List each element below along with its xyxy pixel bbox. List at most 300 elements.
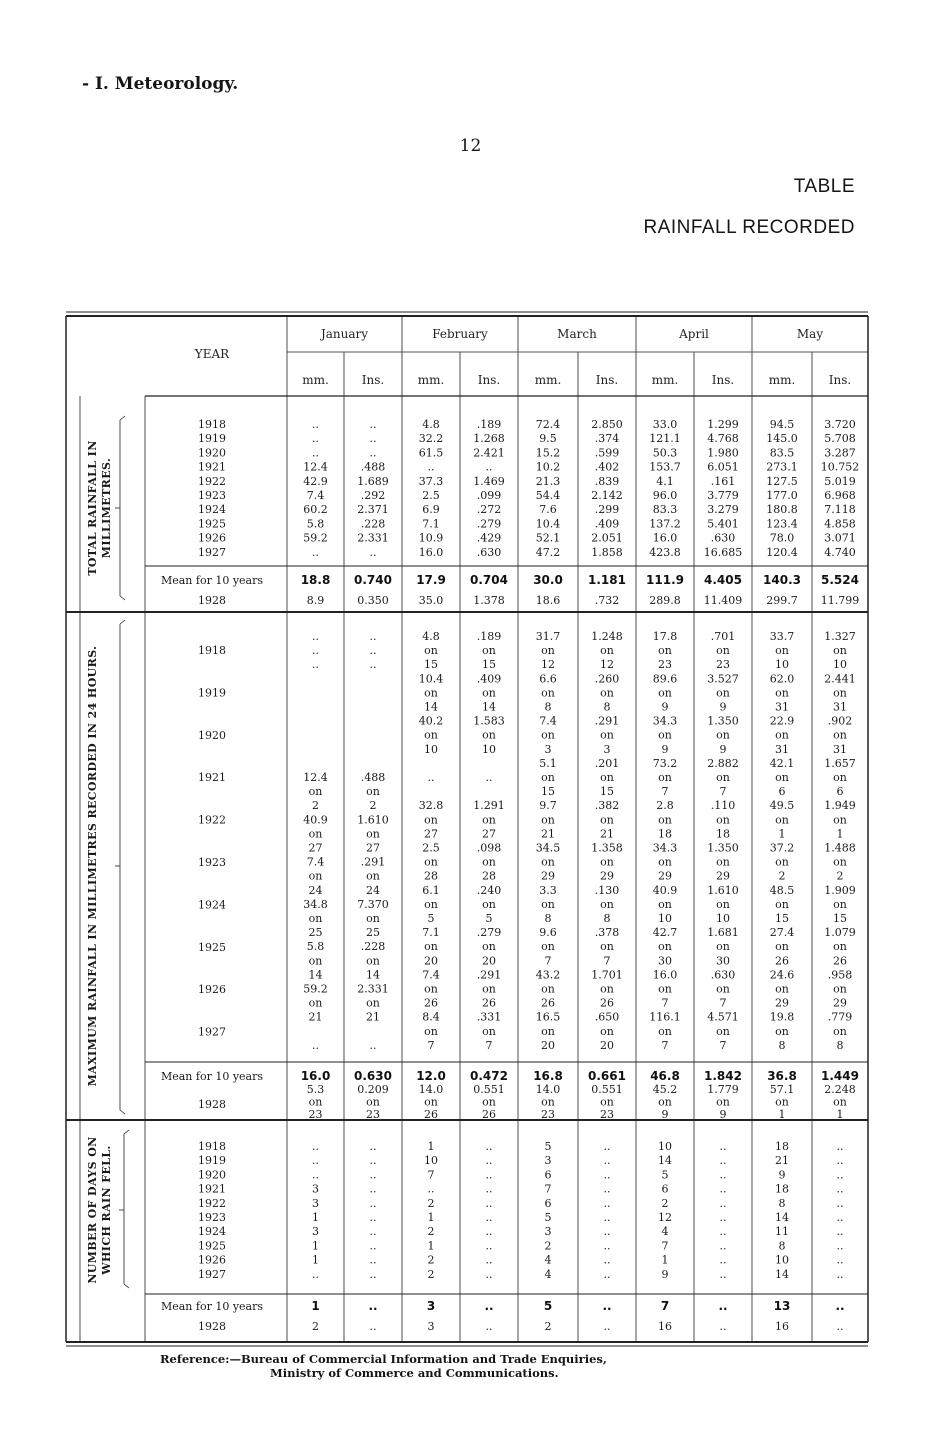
data-cell: ..	[312, 1154, 319, 1168]
data-cell: .279	[476, 517, 502, 531]
mean-cell: 7	[660, 1299, 670, 1313]
data-cell: 20	[600, 1038, 614, 1052]
data-cell: ..	[312, 1168, 319, 1182]
data-cell: 1	[312, 1253, 319, 1267]
data-cell: ..	[719, 1211, 727, 1224]
data-cell: 26	[600, 996, 614, 1010]
mean-cell: 0.630	[354, 1069, 392, 1083]
data-cell: 8	[778, 1196, 786, 1210]
data-cell: on	[833, 982, 847, 996]
data-cell: .701	[710, 630, 736, 643]
data-cell: on	[716, 940, 730, 954]
data-cell: 10.4	[535, 517, 561, 531]
data-cell: on	[482, 686, 496, 700]
data-cell: on	[482, 897, 496, 911]
data-cell: on	[482, 728, 496, 742]
data-cell: on	[600, 771, 614, 784]
data-cell: 16	[658, 1320, 672, 1333]
rain-days-side-label-2: WHICH RAIN FELL.	[100, 1145, 113, 1275]
data-cell: ..	[369, 432, 377, 446]
data-cell: 6.6	[539, 672, 557, 686]
data-cell: on	[424, 855, 438, 869]
data-cell: on	[600, 644, 614, 658]
data-cell: ..	[312, 1038, 319, 1052]
year-label: 1926	[198, 983, 226, 997]
data-cell: on	[366, 912, 380, 925]
data-cell: 20	[482, 954, 496, 968]
data-cell: ..	[603, 1211, 611, 1224]
data-cell: 5.019	[824, 474, 856, 488]
data-cell: on	[424, 897, 438, 911]
year-label: 1920	[198, 1168, 226, 1182]
data-cell: 59.2	[303, 531, 328, 545]
data-cell: ..	[369, 644, 377, 658]
data-cell: on	[541, 855, 555, 869]
data-cell: 25	[366, 926, 380, 940]
data-cell: ..	[603, 1267, 611, 1281]
data-cell: on	[775, 813, 789, 827]
data-cell: 33.0	[652, 418, 678, 431]
data-cell: 37.2	[769, 841, 795, 855]
data-cell: 423.8	[649, 545, 681, 559]
data-cell: .374	[594, 432, 620, 446]
data-cell: 2	[836, 869, 844, 883]
data-cell: 14.0	[418, 1083, 444, 1096]
reference-line-2: Ministry of Commerce and Communications.	[270, 1366, 559, 1380]
data-cell: 5.8	[306, 940, 325, 954]
data-cell: on	[366, 869, 380, 883]
data-cell: 16.0	[418, 545, 444, 559]
data-cell: 4.571	[707, 1010, 739, 1024]
data-cell: 1.488	[824, 841, 856, 855]
mean-cell: 12.0	[416, 1069, 446, 1083]
data-cell: .272	[476, 503, 502, 517]
data-cell: 3	[603, 742, 611, 756]
mean-cell: 0.704	[470, 573, 508, 587]
data-cell: 14.0	[535, 1083, 561, 1096]
data-cell: 6.9	[422, 503, 440, 517]
data-cell: 1.610	[707, 883, 739, 897]
data-cell: on	[833, 1095, 847, 1109]
mean-cell: ..	[368, 1299, 378, 1313]
data-cell: 1.657	[824, 756, 856, 770]
data-cell: ..	[485, 1267, 493, 1281]
data-cell: 2	[312, 799, 319, 813]
data-cell: on	[541, 771, 555, 784]
data-cell: on	[775, 940, 789, 954]
data-cell: 30	[716, 954, 730, 968]
data-cell: 26	[541, 996, 555, 1010]
data-cell: ..	[719, 1225, 727, 1239]
year-label: 1921	[198, 460, 226, 474]
data-cell: 24.6	[769, 968, 795, 982]
mean-cell: 0.472	[470, 1069, 508, 1083]
data-cell: 1	[836, 827, 844, 841]
data-cell: 3.279	[707, 503, 739, 517]
data-cell: 1	[427, 1211, 435, 1224]
data-cell: ..	[836, 1267, 844, 1281]
data-cell: 3.779	[707, 489, 739, 502]
data-cell: 26	[775, 954, 789, 968]
data-cell: 2.5	[422, 841, 440, 855]
data-cell: ..	[369, 1267, 377, 1281]
data-cell: 0.350	[357, 594, 389, 607]
data-cell: .779	[827, 1010, 853, 1024]
total-rainfall-side-label: TOTAL RAINFALL IN	[86, 440, 99, 576]
data-cell: 6	[661, 1182, 669, 1196]
data-cell: 14	[308, 968, 323, 982]
data-cell: on	[424, 644, 438, 658]
data-cell: 6.051	[707, 460, 739, 474]
data-cell: ..	[603, 1225, 611, 1239]
year-label: 1923	[198, 1211, 226, 1224]
data-cell: 18	[716, 827, 730, 841]
month-header: March	[557, 327, 597, 341]
data-cell: 15	[833, 912, 847, 925]
data-cell: 1.610	[357, 813, 389, 827]
data-cell: 7.4	[306, 489, 325, 502]
data-cell: 2.421	[473, 446, 505, 460]
data-cell: 45.2	[652, 1083, 678, 1096]
data-cell: 12	[658, 1211, 672, 1224]
data-cell: on	[424, 1024, 438, 1038]
data-cell: 2	[427, 1253, 435, 1267]
data-cell: 3	[544, 742, 552, 756]
data-cell: on	[775, 644, 789, 658]
data-cell: 1.358	[591, 841, 623, 855]
mean-cell: 13	[773, 1299, 791, 1313]
data-cell: ..	[485, 1239, 493, 1253]
data-cell: .409	[476, 672, 502, 686]
data-cell: 2.5	[422, 489, 440, 502]
year-label: 1928	[198, 594, 226, 607]
total-rainfall-side-label-2: MILLIMETRES.	[100, 457, 113, 559]
data-cell: on	[775, 728, 789, 742]
data-cell: 1.378	[473, 594, 505, 607]
data-cell: 0.551	[591, 1083, 623, 1096]
data-cell: 15	[424, 658, 438, 672]
data-cell: ..	[485, 1320, 493, 1333]
data-cell: 83.3	[652, 503, 678, 517]
data-cell: 1.583	[473, 714, 505, 728]
data-cell: 1	[427, 1140, 435, 1153]
year-label: 1919	[198, 686, 226, 700]
mean-cell: 1	[311, 1299, 320, 1313]
data-cell: 30	[658, 954, 672, 968]
data-cell: 54.4	[535, 489, 561, 502]
data-cell: ..	[836, 1140, 844, 1153]
mean-cell: 16.8	[533, 1069, 563, 1083]
data-cell: 83.5	[769, 446, 795, 460]
data-cell: 9	[661, 1267, 669, 1281]
data-cell: 23	[658, 658, 672, 672]
data-cell: ..	[485, 1140, 493, 1153]
data-cell: 3	[312, 1196, 319, 1210]
data-cell: ..	[603, 1253, 611, 1267]
data-cell: 1.268	[473, 432, 505, 446]
data-cell: on	[833, 771, 847, 784]
unit-mm-header: mm.	[417, 373, 445, 387]
data-cell: on	[775, 1024, 789, 1038]
data-cell: 34.5	[535, 841, 561, 855]
data-cell: on	[833, 686, 847, 700]
data-cell: 8.9	[306, 594, 325, 607]
data-cell: 37.3	[418, 474, 444, 488]
data-cell: 7.1	[422, 517, 440, 531]
mean-cell: 4.405	[704, 573, 742, 587]
data-cell: .732	[594, 594, 620, 607]
data-cell: on	[308, 1095, 323, 1109]
data-cell: 10.2	[535, 460, 561, 474]
data-cell: ..	[312, 432, 319, 446]
data-cell: on	[366, 785, 380, 799]
data-cell: ..	[719, 1320, 727, 1333]
data-cell: on	[658, 1024, 672, 1038]
data-cell: 34.3	[652, 714, 678, 728]
data-cell: 6	[836, 785, 844, 799]
data-cell: on	[716, 855, 730, 869]
data-cell: 7	[427, 1038, 435, 1052]
data-cell: ..	[719, 1154, 727, 1168]
data-cell: 2	[369, 799, 377, 813]
data-cell: on	[658, 644, 672, 658]
data-cell: ..	[369, 418, 377, 431]
data-cell: ..	[485, 1211, 493, 1224]
data-cell: 6.968	[824, 489, 856, 502]
data-cell: 8	[836, 1038, 844, 1052]
data-cell: 8	[778, 1239, 786, 1253]
data-cell: .201	[594, 756, 620, 770]
data-cell: 21	[308, 1010, 323, 1024]
data-cell: 23	[600, 1108, 614, 1121]
data-cell: 10.752	[820, 460, 860, 474]
data-cell: 137.2	[649, 517, 681, 531]
month-header: May	[796, 327, 824, 341]
data-cell: 7	[719, 996, 727, 1010]
data-cell: 3.071	[824, 531, 856, 545]
data-cell: 26	[833, 954, 847, 968]
data-cell: 10.9	[418, 531, 444, 545]
data-cell: on	[716, 1024, 730, 1038]
data-cell: on	[424, 813, 438, 827]
data-cell: on	[541, 897, 555, 911]
data-cell: on	[600, 855, 614, 869]
year-label: 1927	[198, 545, 226, 559]
data-cell: 273.1	[766, 460, 798, 474]
data-cell: 31	[775, 700, 789, 714]
data-cell: on	[308, 827, 323, 841]
data-cell: 14	[775, 1211, 789, 1224]
data-cell: on	[541, 644, 555, 658]
data-cell: 29	[775, 996, 789, 1010]
data-cell: ..	[719, 1253, 727, 1267]
data-cell: 10	[424, 742, 438, 756]
data-cell: 29	[600, 869, 614, 883]
data-cell: 4	[544, 1253, 552, 1267]
data-cell: 116.1	[649, 1010, 681, 1024]
data-cell: 16.685	[703, 545, 743, 559]
data-cell: ..	[836, 1168, 844, 1182]
data-cell: 1	[661, 1253, 669, 1267]
data-cell: .299	[594, 503, 620, 517]
data-cell: ..	[603, 1196, 611, 1210]
data-cell: .260	[594, 672, 620, 686]
unit-mm-header: mm.	[534, 373, 562, 387]
data-cell: on	[716, 771, 730, 784]
data-cell: ..	[836, 1225, 844, 1239]
data-cell: 299.7	[766, 594, 798, 607]
data-cell: 8	[544, 700, 552, 714]
data-cell: 42.7	[652, 926, 678, 940]
data-cell: 1.681	[707, 926, 739, 940]
data-cell: ..	[369, 658, 377, 672]
data-cell: on	[600, 728, 614, 742]
mean-cell: 0.740	[354, 573, 392, 587]
data-cell: 4	[544, 1267, 552, 1281]
data-cell: 61.5	[418, 446, 444, 460]
data-cell: on	[658, 771, 672, 784]
data-cell: 180.8	[766, 503, 798, 517]
data-cell: 18	[775, 1140, 789, 1153]
data-cell: 31	[833, 700, 847, 714]
data-cell: on	[716, 813, 730, 827]
data-cell: 31	[775, 742, 789, 756]
data-cell: 7.4	[539, 714, 557, 728]
data-cell: ..	[427, 771, 435, 784]
data-cell: .291	[594, 714, 620, 728]
data-cell: ..	[836, 1196, 844, 1210]
data-cell: 4.1	[656, 474, 674, 488]
data-cell: 11	[775, 1225, 789, 1239]
data-cell: 2.142	[591, 489, 623, 502]
data-cell: on	[424, 1095, 438, 1109]
data-cell: ..	[485, 1225, 493, 1239]
year-label: 1921	[198, 1182, 226, 1196]
data-cell: 10	[775, 658, 789, 672]
data-cell: 7	[661, 1239, 669, 1253]
data-cell: 57.1	[769, 1083, 795, 1096]
data-cell: 1.949	[824, 799, 856, 813]
data-cell: 6	[544, 1196, 552, 1210]
data-cell: on	[833, 940, 847, 954]
data-cell: ..	[369, 1168, 377, 1182]
data-cell: 3.3	[539, 883, 557, 897]
data-cell: ..	[369, 1182, 377, 1196]
data-cell: 16.0	[652, 968, 678, 982]
data-cell: 9	[661, 1108, 669, 1121]
data-cell: 8	[603, 912, 611, 925]
mean-cell: 30.0	[533, 573, 563, 587]
data-cell: .599	[594, 446, 620, 460]
data-cell: ..	[719, 1182, 727, 1196]
data-cell: 2.882	[707, 756, 739, 770]
data-cell: 50.3	[652, 446, 678, 460]
data-cell: 8	[778, 1038, 786, 1052]
data-cell: 89.6	[652, 672, 678, 686]
data-cell: 2.331	[357, 531, 389, 545]
data-cell: on	[541, 686, 555, 700]
data-cell: on	[482, 1024, 496, 1038]
data-cell: on	[541, 1024, 555, 1038]
data-cell: 7.1	[422, 926, 440, 940]
data-cell: 1.909	[824, 883, 856, 897]
data-cell: on	[600, 940, 614, 954]
data-cell: 1.689	[357, 474, 389, 488]
data-cell: 14	[775, 1267, 789, 1281]
year-label: 1922	[198, 474, 226, 488]
data-cell: 3	[427, 1320, 435, 1333]
year-label: 1924	[198, 503, 226, 517]
mean-label: Mean for 10 years	[160, 1300, 264, 1313]
month-header: April	[679, 327, 709, 341]
data-cell: 27	[366, 841, 380, 855]
data-cell: ..	[312, 630, 319, 643]
data-cell: on	[658, 855, 672, 869]
mean-label: Mean for 10 years	[160, 574, 264, 587]
data-cell: 26	[482, 996, 496, 1010]
rule-line	[120, 620, 125, 624]
data-cell: 7	[719, 1038, 727, 1052]
data-cell: ..	[836, 1239, 844, 1253]
unit-mm-header: mm.	[651, 373, 679, 387]
table-caption: RAINFALL RECORDED	[643, 217, 855, 238]
data-cell: ..	[369, 446, 377, 460]
year-label: 1928	[198, 1320, 226, 1333]
data-cell: 1.299	[707, 418, 739, 431]
mean-cell: 18.8	[300, 573, 331, 587]
data-cell: ..	[719, 1168, 727, 1182]
data-cell: 19.8	[769, 1010, 795, 1024]
data-cell: .382	[594, 799, 620, 813]
mean-cell: 111.9	[646, 573, 684, 587]
data-cell: 1	[778, 827, 786, 841]
year-label: 1919	[198, 432, 226, 446]
unit-mm-header: mm.	[302, 373, 329, 387]
year-label: 1925	[198, 940, 226, 954]
data-cell: 1.779	[707, 1083, 739, 1096]
data-cell: 7	[603, 954, 611, 968]
data-cell: .279	[476, 926, 502, 940]
data-cell: 6	[544, 1168, 552, 1182]
data-cell: 289.8	[649, 594, 681, 607]
data-cell: 2.371	[357, 503, 389, 517]
data-cell: 4.858	[824, 517, 856, 531]
data-cell: .161	[710, 474, 736, 488]
data-cell: 5	[661, 1168, 669, 1182]
data-cell: on	[658, 686, 672, 700]
data-cell: on	[833, 644, 847, 658]
data-cell: on	[658, 728, 672, 742]
data-cell: on	[600, 1095, 614, 1109]
data-cell: ..	[312, 545, 319, 559]
data-cell: 2	[778, 869, 786, 883]
data-cell: on	[600, 897, 614, 911]
data-cell: .291	[476, 968, 502, 982]
data-cell: ..	[369, 1154, 377, 1168]
data-cell: 4	[661, 1225, 669, 1239]
data-cell: .902	[827, 714, 853, 728]
data-cell: ..	[369, 1038, 377, 1052]
data-cell: 16	[775, 1320, 789, 1333]
data-cell: 5.1	[539, 756, 557, 770]
data-cell: 5	[485, 912, 493, 925]
data-cell: ..	[312, 446, 319, 460]
data-cell: 29	[658, 869, 672, 883]
data-cell: on	[600, 813, 614, 827]
data-cell: ..	[836, 1182, 844, 1196]
data-cell: on	[716, 728, 730, 742]
data-cell: ..	[603, 1239, 611, 1253]
